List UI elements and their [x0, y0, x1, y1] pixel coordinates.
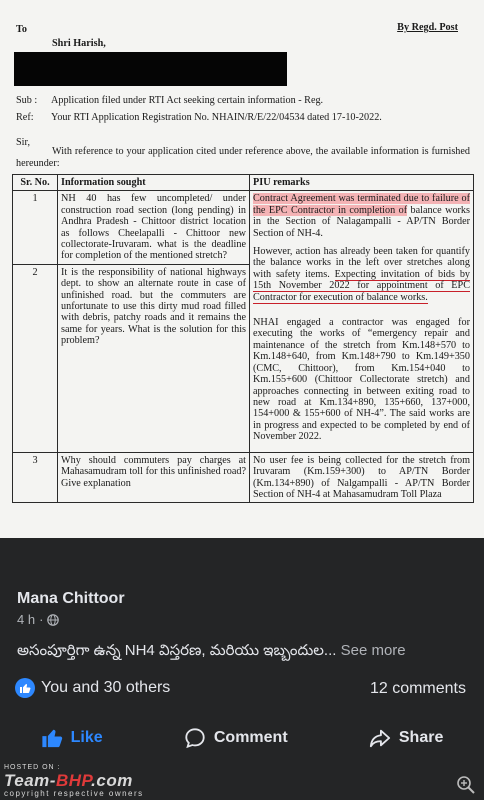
subject-text: Application filed under RTI Act seeking certain information - Reg.	[51, 95, 324, 106]
share-button[interactable]: Share	[369, 727, 443, 749]
reference-text: Your RTI Application Registration No. NHAIN/R/E/22/04534 dated 17-10-2022.	[51, 112, 382, 123]
subject-label: Sub :	[16, 95, 38, 106]
comment-bubble-icon	[184, 727, 206, 749]
row-information: NH 40 has few uncompleted/ under construction road section (long pending) in Andhra Pradesh - Chittoor district location as follows Cheelapalli - Chittoor new collectorate-Iruvaram. what is the deadline for completion of the mentioned stretch?	[58, 191, 250, 264]
zoom-icon[interactable]	[456, 775, 476, 795]
row-information: It is the responsibility of national highways dept. to show an alternate route in case of unfinished road. but the commuters are unfortunate to use this dirty mud road filled with debris, patchy roads and it remains the same for years. What is the solution for this problem?	[58, 264, 250, 452]
like-button[interactable]: Like	[41, 727, 103, 749]
reactions-text: You and 30 others	[41, 679, 171, 696]
letter-intro: With reference to your application cited under reference above, the available information is furnished hereunder:	[16, 146, 470, 169]
reactions-summary[interactable]	[15, 678, 170, 698]
letter-to: To	[16, 24, 27, 35]
col-header-information: Information sought	[58, 175, 250, 191]
team-bhp-watermark: HOSTED ON : Team-BHP.com copyright respective owners	[4, 764, 144, 798]
post-meta	[17, 612, 59, 627]
letter-salutation: Sir,	[16, 137, 31, 148]
post-action-bar	[0, 720, 484, 756]
page-name-link[interactable]: Mana Chittoor	[17, 590, 125, 607]
watermark-logo: Team-BHP.com	[4, 771, 133, 790]
row-number: 1	[13, 191, 58, 264]
letter-reference	[16, 112, 382, 124]
col-header-sr-no: Sr. No.	[13, 175, 58, 191]
table-row	[13, 452, 474, 503]
meta-separator: ·	[39, 612, 44, 627]
row-remarks: No user fee is being collected for the stretch from Iruvaram (Km.159+300) to AP/TN Border (Km.134+890) of Nalgampalli - AP/TN Border Section of NH-4 at Mahasamudram Toll Plaza	[250, 452, 474, 503]
see-more-link[interactable]: See more	[340, 642, 406, 659]
caption-text: అసంపూర్తిగా ఉన్న NH4 విస్తరణ, మరియు ఇబ్బందుల...	[17, 642, 337, 659]
letter-addressee: Shri Harish,	[52, 38, 106, 49]
globe-icon	[47, 614, 59, 626]
comment-button[interactable]: Comment	[184, 727, 288, 749]
row-number: 2	[13, 264, 58, 452]
rti-response-table	[12, 174, 474, 503]
thumbs-up-icon	[41, 727, 63, 749]
letter-subject	[16, 95, 323, 107]
row-information: Why should commuters pay charges at Mahasamudram toll for this unfinished road? Give explanation	[58, 452, 250, 503]
letter-delivery-mode: By Regd. Post	[397, 22, 458, 33]
share-arrow-icon	[369, 727, 391, 749]
comments-count-link[interactable]: 12 comments	[369, 680, 466, 697]
row-number: 3	[13, 452, 58, 503]
underlined-remark: Expecting invitation of bids by 15th November 2022 for appointment of EPC Contractor for execution of balance works.	[253, 268, 471, 303]
col-header-remarks: PIU remarks	[250, 175, 474, 191]
redacted-address-block	[14, 52, 287, 86]
post-caption	[17, 642, 406, 663]
like-reaction-icon	[15, 678, 35, 698]
row-remarks: Contract Agreement was terminated due to failure of the EPC Contractor in completion of balance works in the Section of Nalagampalli - AP/TN Border Section of NH-4. However, action has already been taken for quantify the balance works in the left over stretches along with safety items. Expecting invitation of bids by 15th November 2022 for appointment of EPC Contractor for execution of balance works. NHAI engaged a contractor was engaged for executing the works of “emergency repair and maintenance of the stretch from Km.148+570 to Km.148+640, from Km.148+790 to Km.149+350 (CMC, Chittoor), from Km.154+040 to Km.155+600 (Chittoor Collectorate stretch) and approaches connecting in between exiting road to new road at Km.134+890, 135+660, 137+000, 154+000 & 155+600 of NH-4”. The said works are in progress and expected to be completed by end of November 2022.	[250, 191, 474, 452]
reference-label: Ref:	[16, 112, 34, 123]
table-header-row	[13, 175, 474, 191]
highlighted-remark: Contract Agreement was terminated due to failure of the EPC Contractor in completion of	[253, 193, 470, 216]
table-row	[13, 191, 474, 264]
post-time[interactable]: 4 h	[17, 612, 36, 627]
